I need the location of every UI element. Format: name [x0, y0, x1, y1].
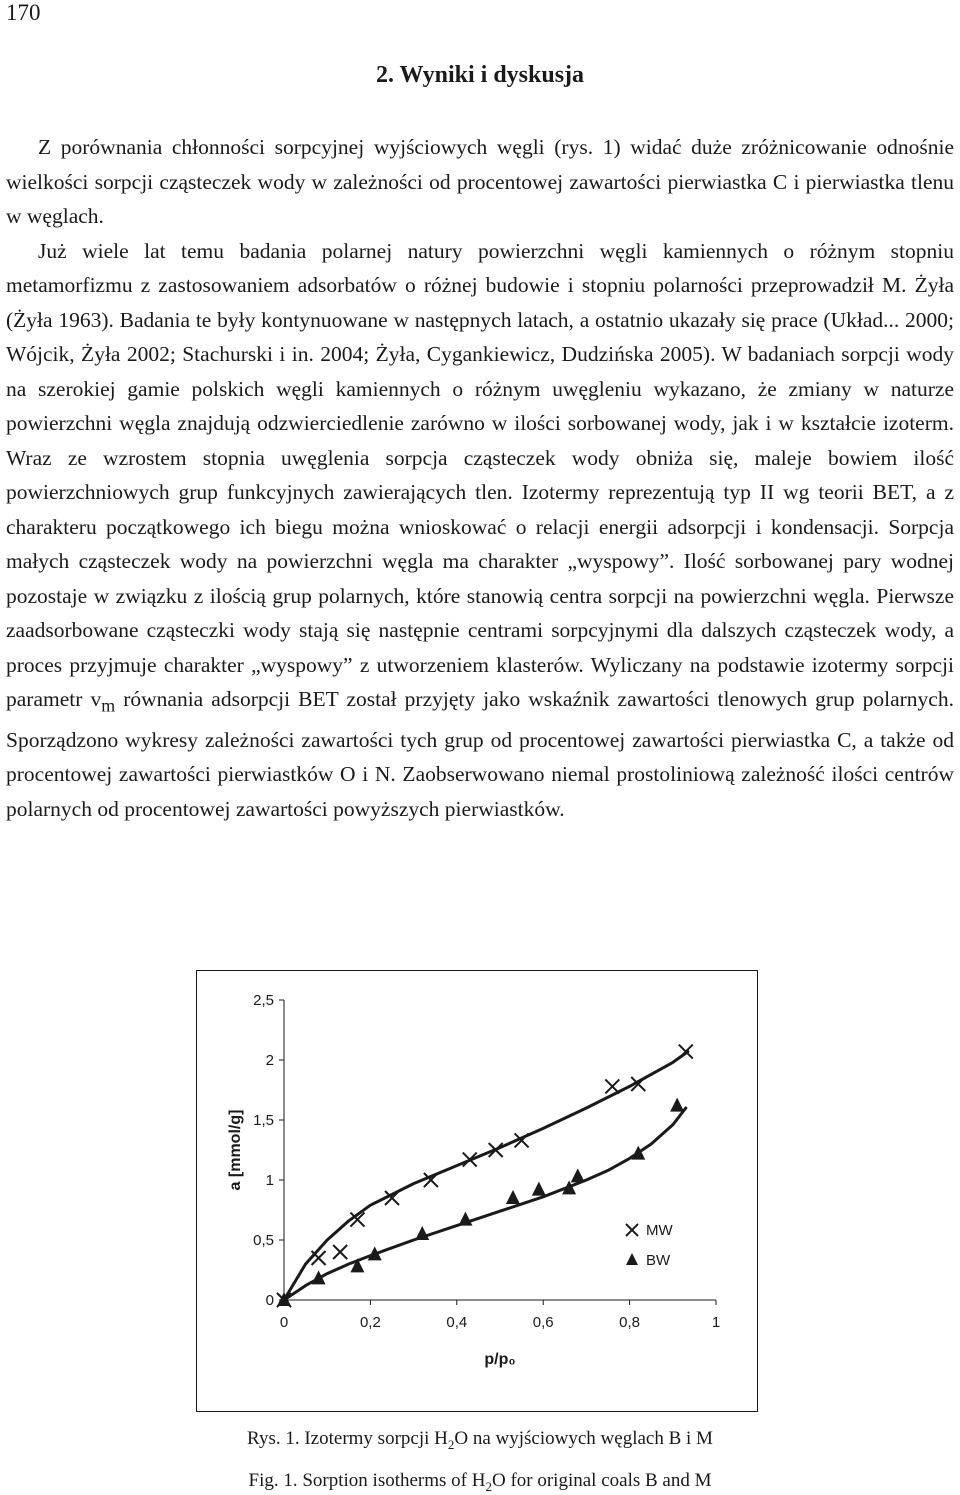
- body-text: [6, 130, 954, 826]
- x-axis-label: p/p₀: [484, 1351, 516, 1368]
- y-axis-label: a [mmol/g]: [227, 1109, 244, 1191]
- y-tick-label: 2: [265, 1052, 274, 1069]
- y-tick-label: 0,5: [253, 1232, 274, 1249]
- x-tick-label: 0,2: [359, 1314, 381, 1331]
- chart-svg: [196, 970, 758, 1412]
- paragraph-2-part-2: równania adsorpcji BET został przyjęty jako wskaźnik zawartości tlenowych grup polarnych. Sporządzono wykresy zależności zawartości tych grup od procentowej zawartości pierwiastka C, a także od procentowej zawartości pierwiastków O i N. Zaobserwowano niemal prostoliniową zależność ilości centrów polarnych od procentowej zawartości powyższych pierwiastków.: [6, 687, 954, 821]
- x-tick-label: 1: [711, 1314, 721, 1331]
- section-heading: 2. Wyniki i dyskusja: [375, 62, 585, 88]
- caption-english: [0, 1470, 960, 1495]
- legend-label-mw: MW: [646, 1222, 673, 1239]
- x-tick-label: 0,6: [532, 1314, 554, 1331]
- y-tick-label: 0: [265, 1292, 274, 1309]
- caption-polish: [0, 1428, 960, 1453]
- chart-frame: [197, 971, 758, 1412]
- legend-label-bw: BW: [646, 1252, 671, 1269]
- page-number: 170: [6, 0, 41, 25]
- caption-pl-subscript: 2: [447, 1436, 455, 1452]
- y-tick-label: 1,5: [253, 1112, 274, 1129]
- caption-en-subscript: 2: [485, 1478, 492, 1494]
- caption-pl-part-2: O na wyjściowych węglach B i M: [454, 1428, 713, 1449]
- paragraph-2-part-1: Już wiele lat temu badania polarnej natury powierzchni węgli kamiennych o różnym stopniu metamorfizmu z zastosowaniem adsorbatów o różnej budowie i stopniu polarności przeprowadził M. Żyła (Żyła 1963). Badania te były kontynuowane w następnych latach, a ostatnio ukazały się prace (Układ... 2000; Wójcik, Żyła 2002; Stachurski i in. 2004; Żyła, Cygankiewicz, Dudzińska 2005). W badaniach sorpcji wody na szerokiej gamie polskich węgli kamiennych o różnym uwęgleniu wykazano, że zmiany w naturze powierzchni węgla znajdują odzwierciedlenie zarówno w ilości sorbowanej wody, jak i w kształcie izoterm. Wraz ze wzrostem stopnia uwęglenia sorpcja cząsteczek wody obniża się, maleje bowiem ilość powierzchniowych grup funkcyjnych zawierających tlen. Izotermy reprezentują typ II wg teorii BET, a z charakteru początkowego ich biegu można wnioskować o relacji energii adsorpcji i kondensacji. Sorpcja małych cząsteczek wody na powierzchni węgla ma charakter „wyspowy”. Ilość sorbowanej pary wodnej pozostaje w związku z ilością grup polarnych, które stanowią centra sorpcji na powierzchni węgla. Pierwsze zaadsorbowane cząsteczki wody stają się następnie centrami sorpcyjnymi dla dalszych cząsteczek wody, a proces przyjmuje charakter „wyspowy” z utworzeniem klasterów. Wyliczany na podstawie izotermy sorpcji parametr v: [6, 238, 954, 711]
- x-tick-label: 0,8: [619, 1314, 641, 1331]
- x-tick-label: 0: [279, 1314, 289, 1331]
- vm-subscript: m: [101, 695, 116, 716]
- x-tick-label: 0,4: [446, 1314, 468, 1331]
- paragraph-2: [6, 234, 954, 827]
- caption-en-part-1: Fig. 1. Sorption isotherms of H: [248, 1470, 486, 1491]
- caption-pl-part-1: Rys. 1. Izotermy sorpcji H: [247, 1428, 448, 1449]
- paragraph-1: Z porównania chłonności sorpcyjnej wyjściowych węgli (rys. 1) widać duże zróżnicowanie odnośnie wielkości sorpcji cząsteczek wody w zależności od procentowej zawartości pierwiastka C i pierwiastka tlenu w węglach.: [6, 135, 954, 228]
- y-tick-label: 1: [265, 1172, 274, 1189]
- caption-en-part-2: O for original coals B and M: [491, 1470, 712, 1491]
- y-tick-label: 2,5: [253, 992, 274, 1009]
- figure-sorption-isotherms: [196, 970, 758, 1412]
